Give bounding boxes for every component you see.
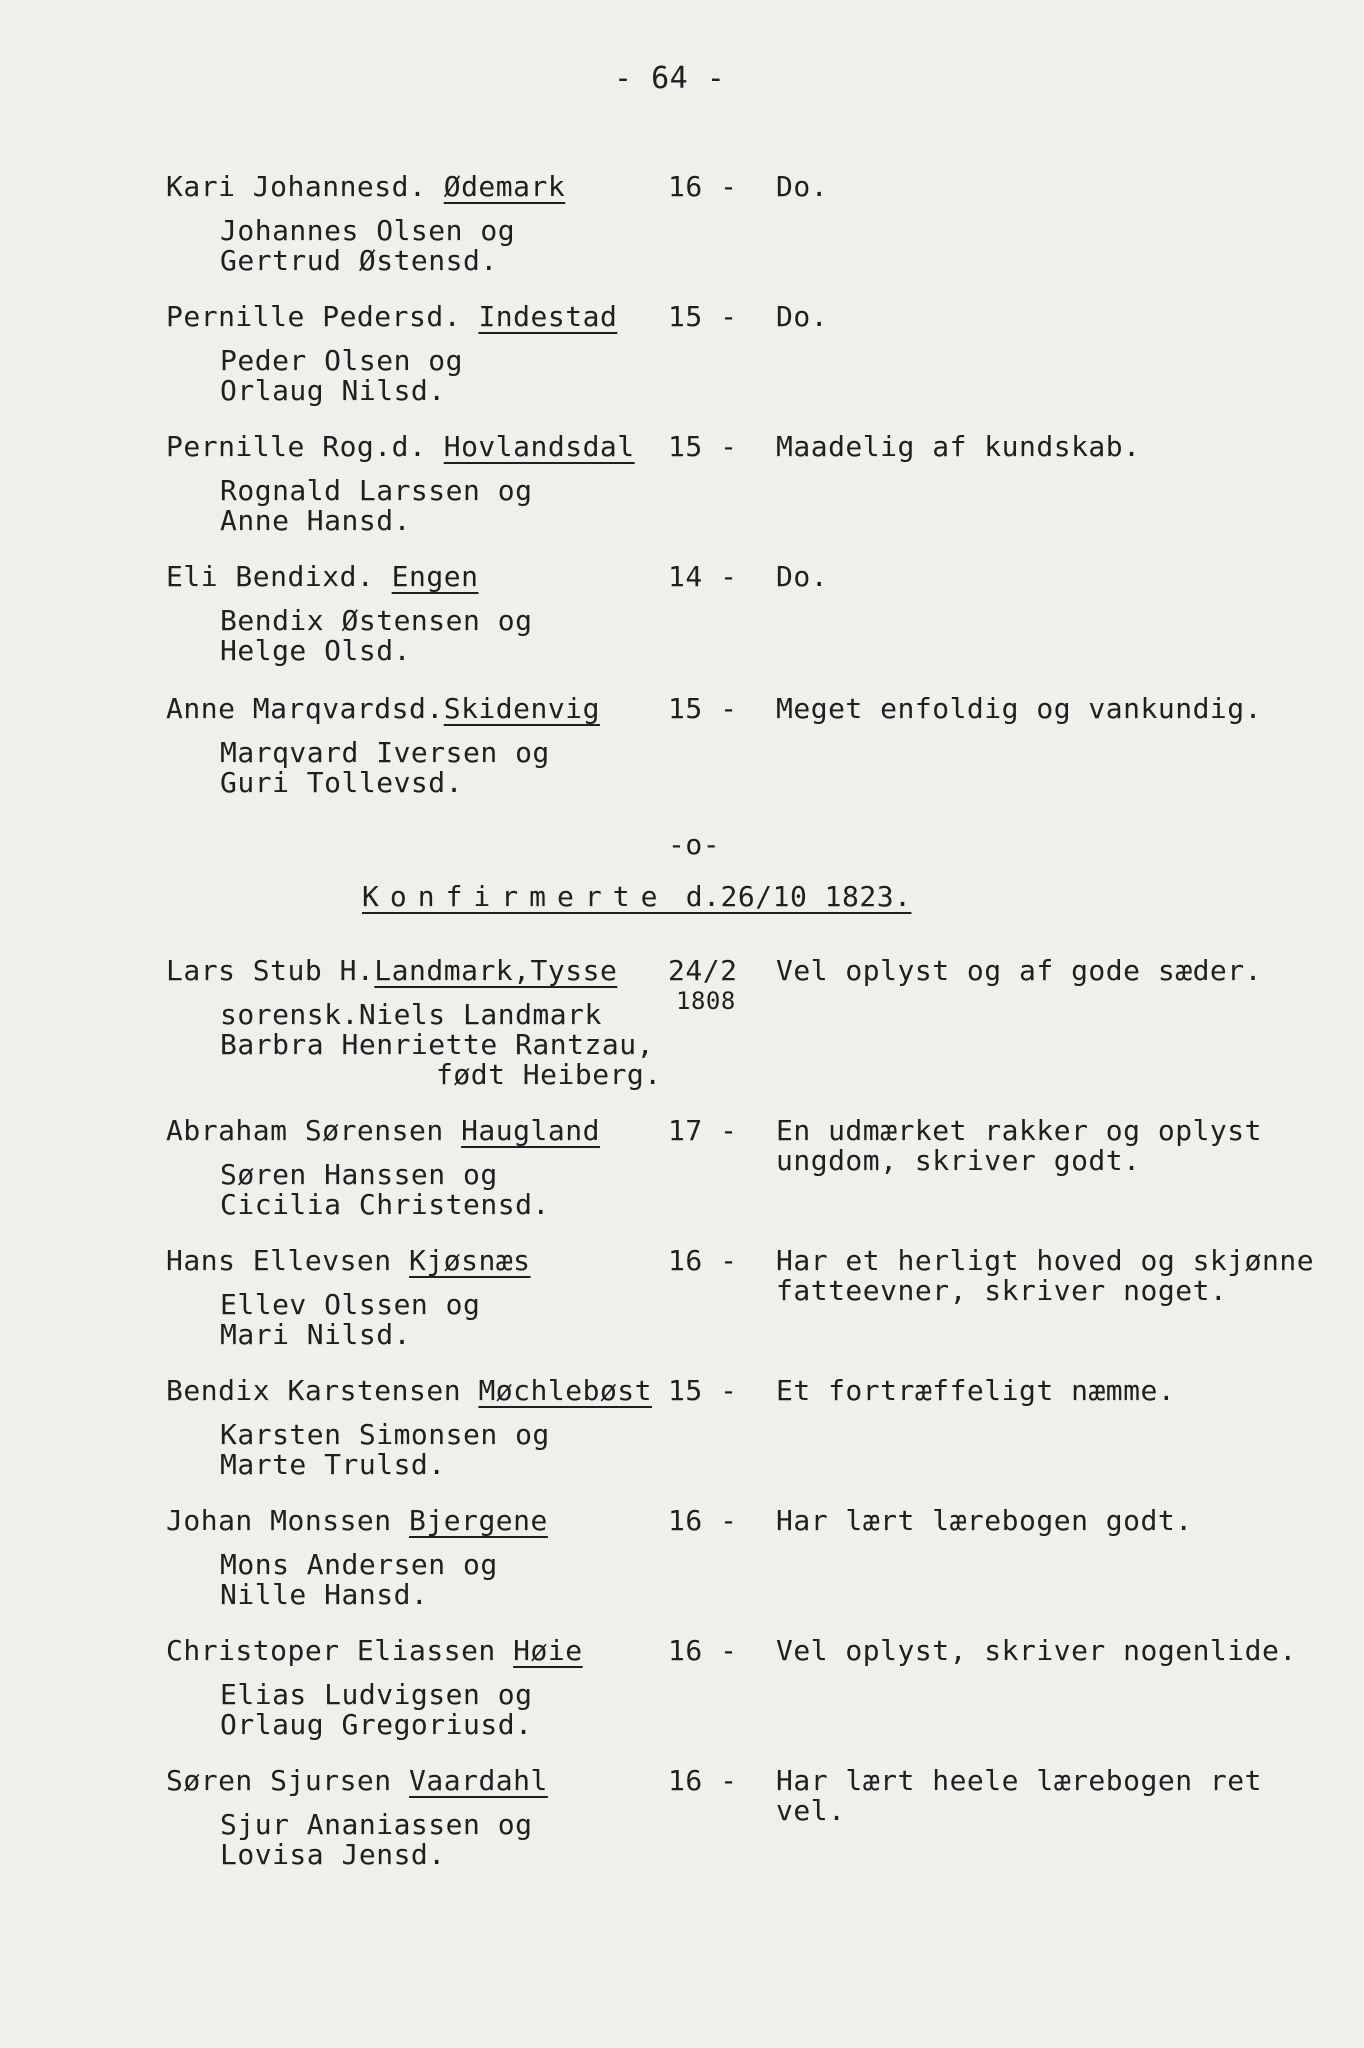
farm-name: Kjøsnæs: [409, 1244, 531, 1277]
entry-name: Pernille Rog.d. Hovlandsdal: [166, 430, 635, 463]
entry-name: Anne Marqvardsd.Skidenvig: [166, 692, 600, 725]
entry-parent: Anne Hansd.: [220, 504, 411, 537]
entry-parent: Søren Hanssen og: [220, 1158, 498, 1191]
entry-remark: Et fortræffeligt næmme.: [776, 1374, 1176, 1407]
entry-parent: Bendix Østensen og: [220, 604, 533, 637]
entry-age: 15 -: [668, 300, 738, 333]
entry-name: Hans Ellevsen Kjøsnæs: [166, 1244, 531, 1277]
entry-parent: Karsten Simonsen og: [220, 1418, 550, 1451]
farm-name: Skidenvig: [443, 692, 600, 725]
entry-age: 14 -: [668, 560, 738, 593]
entry-name: Kari Johannesd. Ødemark: [166, 170, 566, 203]
farm-name: Høie: [513, 1634, 583, 1667]
entry-parent: Mari Nilsd.: [220, 1318, 411, 1351]
entry-name: Abraham Sørensen Haugland: [166, 1114, 600, 1147]
entry-name: Eli Bendixd. Engen: [166, 560, 479, 593]
entry-remark: Meget enfoldig og vankundig.: [776, 692, 1263, 725]
entry-remark: ungdom, skriver godt.: [776, 1144, 1141, 1177]
entry-birth-year: 1808: [676, 987, 736, 1015]
separator: -o-: [668, 828, 721, 861]
entry-parent: Orlaug Gregoriusd.: [220, 1708, 533, 1741]
entry-remark: Do.: [776, 560, 829, 593]
entry-age: 16 -: [668, 170, 738, 203]
section-heading: [362, 882, 911, 912]
farm-name: Vaardahl: [409, 1764, 548, 1797]
entry-name: Bendix Karstensen Møchlebøst: [166, 1374, 653, 1407]
entry-parent: Nille Hansd.: [220, 1578, 429, 1611]
entry-remark: Vel oplyst, skriver nogenlide.: [776, 1634, 1297, 1667]
entry-name: Christoper Eliassen Høie: [166, 1634, 583, 1667]
entry-parent: Ellev Olssen og: [220, 1288, 481, 1321]
entry-age: 16 -: [668, 1634, 738, 1667]
entry-parent: Mons Andersen og: [220, 1548, 498, 1581]
entry-age: 15 -: [668, 1374, 738, 1407]
entry-parent: Lovisa Jensd.: [220, 1838, 446, 1871]
entry-parent: Rognald Larssen og: [220, 474, 533, 507]
entry-parent: Helge Olsd.: [220, 634, 411, 667]
entry-age: 24/2: [668, 954, 738, 987]
farm-name: Hovlandsdal: [443, 430, 635, 463]
entry-remark: En udmærket rakker og oplyst: [776, 1114, 1263, 1147]
entry-parent: født Heiberg.: [436, 1058, 662, 1091]
entry-age: 17 -: [668, 1114, 738, 1147]
entry-remark: fatteevner, skriver noget.: [776, 1274, 1228, 1307]
entry-parent: Sjur Ananiassen og: [220, 1808, 533, 1841]
entry-age: 16 -: [668, 1244, 738, 1277]
entry-remark: Har et herligt hoved og skjønne: [776, 1244, 1315, 1277]
farm-name: Bjergene: [409, 1504, 548, 1537]
entry-age: 16 -: [668, 1504, 738, 1537]
entry-parent: Marqvard Iversen og: [220, 736, 550, 769]
farm-name: Haugland: [461, 1114, 600, 1147]
entry-parent: Gertrud Østensd.: [220, 244, 498, 277]
farm-name: Engen: [391, 560, 479, 593]
entry-parent: sorensk.Niels Landmark: [220, 998, 602, 1031]
farm-name: Møchlebøst: [478, 1374, 653, 1407]
entry-name: Søren Sjursen Vaardahl: [166, 1764, 548, 1797]
entry-parent: Johannes Olsen og: [220, 214, 516, 247]
entry-remark: vel.: [776, 1794, 846, 1827]
entry-parent: Guri Tollevsd.: [220, 766, 464, 799]
entry-age: 15 -: [668, 692, 738, 725]
farm-name: Indestad: [478, 300, 618, 333]
entry-parent: Peder Olsen og: [220, 344, 464, 377]
entry-parent: Marte Trulsd.: [220, 1448, 446, 1481]
entry-remark: Maadelig af kundskab.: [776, 430, 1141, 463]
farm-name: Ødemark: [443, 170, 566, 203]
section-heading-date: d.26/10 1823.: [668, 880, 912, 913]
entry-remark: Do.: [776, 300, 829, 333]
entry-name: Pernille Pedersd. Indestad: [166, 300, 618, 333]
entry-remark: Do.: [776, 170, 829, 203]
entry-remark: Har lært lærebogen godt.: [776, 1504, 1193, 1537]
entry-age: 16 -: [668, 1764, 738, 1797]
section-heading-spaced: Konfirmerte: [362, 880, 669, 913]
entry-remark: Har lært heele lærebogen ret: [776, 1764, 1263, 1797]
entry-age: 15 -: [668, 430, 738, 463]
entry-parent: Cicilia Christensd.: [220, 1188, 550, 1221]
entry-parent: Orlaug Nilsd.: [220, 374, 446, 407]
farm-name: Landmark,Tysse: [374, 954, 618, 987]
entry-name: Johan Monssen Bjergene: [166, 1504, 548, 1537]
page-number: - 64 -: [614, 61, 726, 96]
entry-parent: Elias Ludvigsen og: [220, 1678, 533, 1711]
entry-name: Lars Stub H.Landmark,Tysse: [166, 954, 618, 987]
entry-remark: Vel oplyst og af gode sæder.: [776, 954, 1263, 987]
entry-parent: Barbra Henriette Rantzau,: [220, 1028, 654, 1061]
